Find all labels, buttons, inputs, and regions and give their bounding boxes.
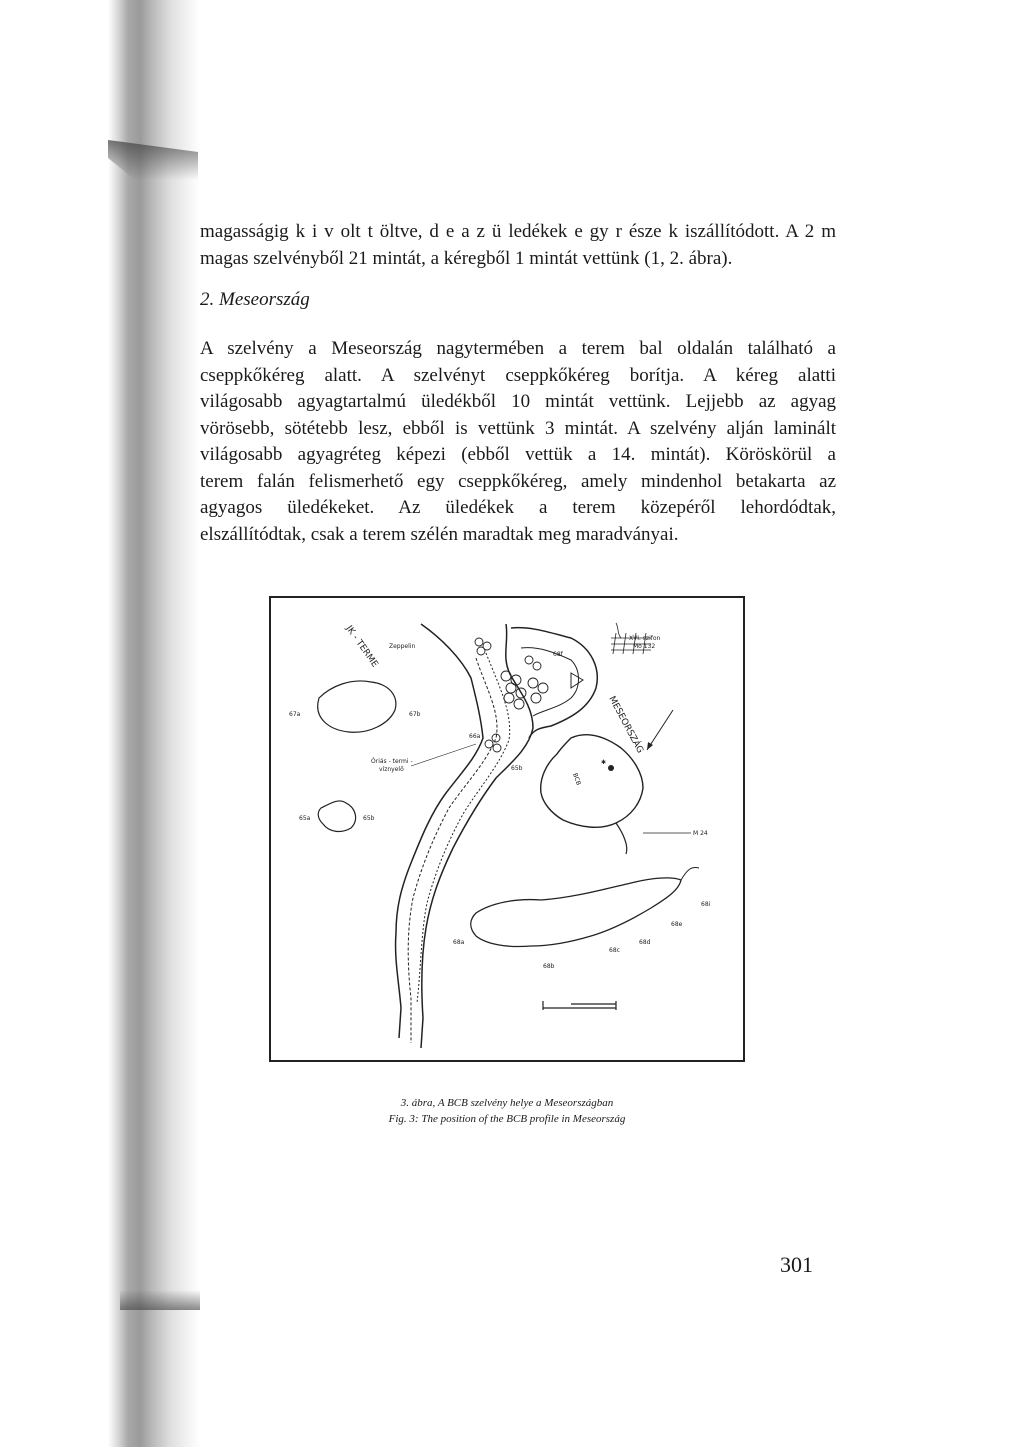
chamber-meseorszag-tail (616, 823, 627, 854)
leader-orias (411, 744, 476, 766)
scale-bar (543, 1001, 616, 1010)
cave-map (271, 598, 743, 1060)
section-heading: 2. Meseország (200, 289, 310, 310)
label-65b-mid: 65b (511, 765, 523, 772)
label-65a: 65a (299, 815, 311, 822)
label-mo-132: Mo 132 (633, 643, 656, 650)
label-m24: M 24 (693, 830, 708, 837)
label-xvi-szifon: XVI. szifon (629, 635, 661, 642)
label-68c: 68c (609, 947, 620, 954)
lake-65 (318, 801, 355, 832)
marker-triangle (571, 673, 583, 688)
paragraph-1 (200, 219, 836, 272)
paragraph-2 (200, 336, 836, 548)
label-67a: 67a (289, 711, 301, 718)
passage-wall-left (396, 624, 483, 1038)
cave-map-figure (269, 596, 745, 1062)
label-jk-terme: JK - TERME (343, 623, 380, 670)
lake-67a (318, 681, 396, 732)
svg-text:✱: ✱ (601, 759, 607, 766)
scan-spine-shadow-bottom (120, 1290, 200, 1310)
label-65b-left: 65b (363, 815, 375, 822)
boulder-cluster (475, 638, 548, 752)
label-68d: 68d (639, 939, 651, 946)
chamber-meseorszag (541, 735, 643, 828)
label-68a: 68a (453, 939, 465, 946)
paragraph-line: terem falán felismerhető egy cseppkőkéreg, amely mindenhol betakarta az (200, 470, 836, 492)
label-68f: 68f (553, 651, 563, 658)
paragraph-line: világosabb agyagréteg képezi (ebből vettük a 14. mintát). Köröskörül a (200, 444, 836, 465)
paragraph-line: magasságig k i v olt t öltve, d e a z ü ledékek e gy r észe k iszállítódott. A 2 m (200, 221, 836, 242)
label-zeppelin: Zeppelin (389, 643, 416, 650)
label-meseorszag: MESEORSZÁG (606, 694, 645, 756)
paragraph-line: világosabb agyagtartalmú üledékből 10 mintát vettünk. Lejjebb az agyag (200, 391, 836, 412)
label-orias-termi-2: víznyelő (379, 766, 404, 773)
paragraph-line: vörösebb, sötétebb lesz, ebből is vettünk 3 mintát. A szelvény alján laminált (200, 417, 836, 439)
bcb-profile-marker (608, 765, 614, 771)
figure-caption-hu: 3. ábra, A BCB szelvény helye a Meseországban (400, 1097, 614, 1109)
figure-caption-en: Fig. 3: The position of the BCB profile in Meseország (388, 1113, 626, 1125)
branch-upper-right-inner (521, 648, 579, 716)
label-68b: 68b (543, 963, 555, 970)
paragraph-line: elszállítódtak, csak a terem szélén maradtak meg maradványai. (200, 523, 679, 545)
page-number: 301 (780, 1252, 813, 1277)
lake-68-tail (681, 868, 699, 881)
lake-68 (471, 878, 681, 947)
label-66a: 66a (469, 733, 481, 740)
label-bcb: BCB (571, 772, 582, 787)
label-68e: 68e (671, 921, 683, 928)
scan-spine-shadow (0, 0, 200, 1447)
branch-upper-right (511, 628, 597, 738)
label-68i: 68i (701, 901, 711, 908)
label-orias-termi-1: Óriás - termi - (371, 758, 413, 765)
paragraph-line: cseppkőkéreg alatt. A szelvényt cseppkőkéreg borítja. A kéreg alatti (200, 364, 836, 386)
paragraph-line: agyagos üledékeket. Az üledékek a terem közepéről lehordódtak, (200, 497, 836, 518)
label-67b: 67b (409, 711, 421, 718)
paragraph-line: magas szelvényből 21 mintát, a kéregből 1 mintát vettünk (1, 2. ábra). (200, 247, 733, 269)
paragraph-line: A szelvény a Meseország nagytermében a terem bal oldalán található a (200, 338, 836, 359)
